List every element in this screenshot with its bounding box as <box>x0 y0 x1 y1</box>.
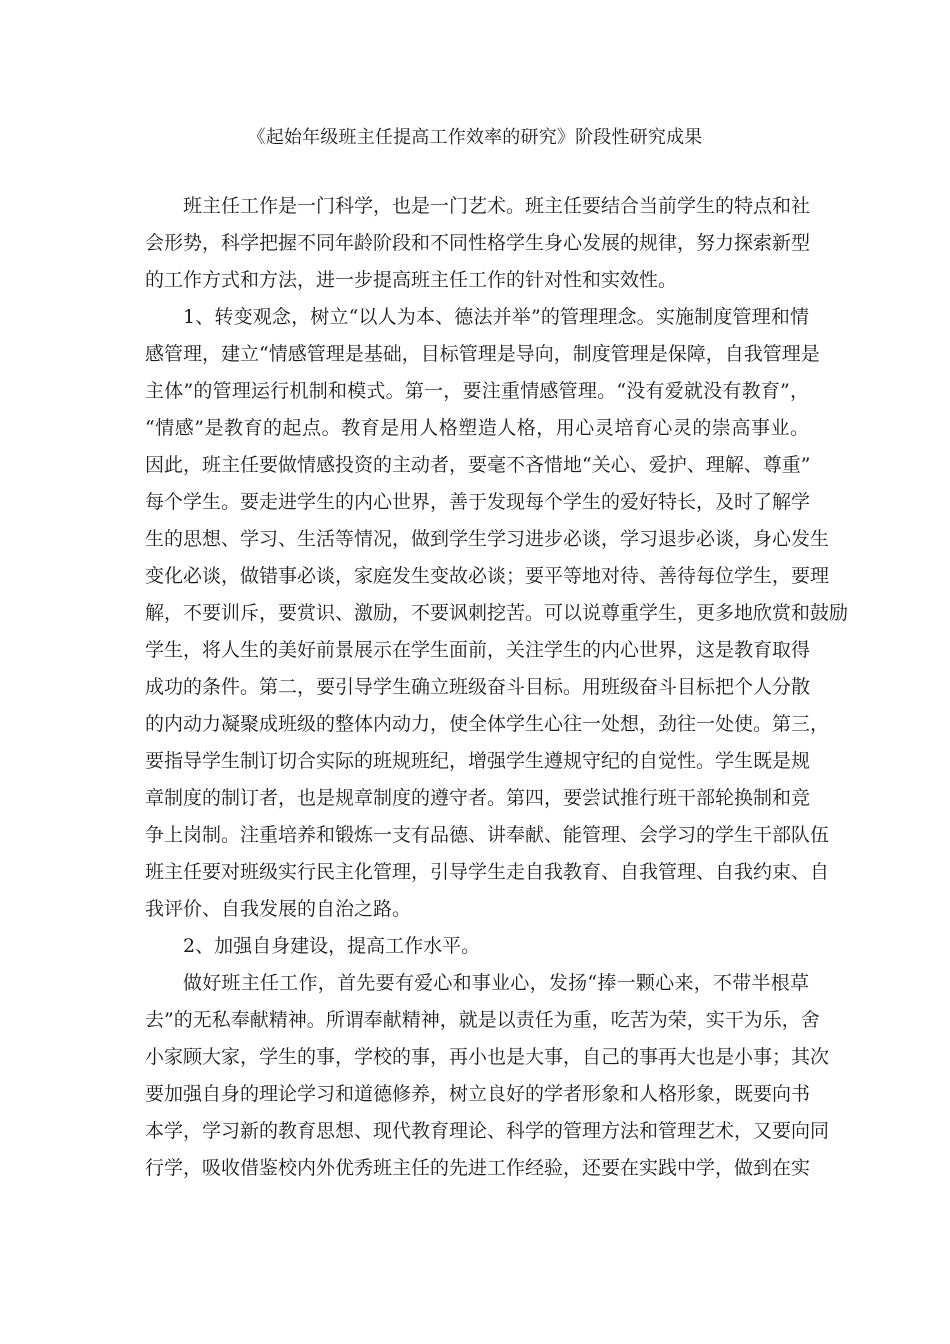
text-line: 成功的条件。第二，要引导学生确立班级奋斗目标。用班级奋斗目标把个人分散 <box>145 676 811 698</box>
text-line: 的内动力凝聚成班级的整体内动力，使全体学生心往一处想，劲往一处使。第三， <box>145 713 830 735</box>
text-line: 去”的无私奉献精神。所谓奉献精神，就是以责任为重，吃苦为荣，实干为乐，舍 <box>145 1009 820 1031</box>
text-line: 的工作方式和方法，进一步提高班主任工作的针对性和实效性。 <box>145 269 678 291</box>
document-title: 《起始年级班主任提高工作效率的研究》阶段性研究成果 <box>247 127 703 148</box>
text-line: 感管理，建立“情感管理是基础，目标管理是导向，制度管理是保障，自我管理是 <box>145 343 820 365</box>
text-line: 解，不要训斥，要赏识、激励，不要讽刺挖苦。可以说尊重学生，更多地欣赏和鼓励 <box>145 602 849 624</box>
text-line: 2、加强自身建设，提高工作水平。 <box>183 935 481 957</box>
text-line: 变化必谈，做错事必谈，家庭发生变故必谈；要平等地对待、善待每位学生，要理 <box>145 565 830 587</box>
paragraph-point-2-heading <box>145 928 809 965</box>
paragraph-point-2-body <box>145 965 830 1187</box>
text-line: 争上岗制。注重培养和锻炼一支有品德、讲奉献、能管理、会学习的学生干部队伍 <box>145 824 830 846</box>
document-body <box>145 188 849 1187</box>
text-line: 1、转变观念，树立“以人为本、德法并举”的管理理念。实施制度管理和情 <box>183 306 809 328</box>
paragraph-point-1 <box>145 299 849 928</box>
text-line: 班主任工作是一门科学，也是一门艺术。班主任要结合当前学生的特点和社 <box>183 195 811 217</box>
text-line: 章制度的制订者，也是规章制度的遵守者。第四，要尝试推行班干部轮换制和竞 <box>145 787 811 809</box>
text-line: 要加强自身的理论学习和道德修养，树立良好的学者形象和人格形象，既要向书 <box>145 1083 811 1105</box>
text-line: 生的思想、学习、生活等情况，做到学生学习进步必谈，学习退步必谈，身心发生 <box>145 528 830 550</box>
text-line: 小家顾大家，学生的事，学校的事，再小也是大事，自己的事再大也是小事；其次 <box>145 1046 830 1068</box>
text-line: 要指导学生制订切合实际的班规班纪，增强学生遵规守纪的自觉性。学生既是规 <box>145 750 811 772</box>
text-line: 行学，吸收借鉴校内外优秀班主任的先进工作经验，还要在实践中学，做到在实 <box>145 1157 811 1179</box>
text-line: 主体”的管理运行机制和模式。第一，要注重情感管理。“没有爱就没有教育”， <box>145 380 809 402</box>
text-line: 会形势，科学把握不同年龄阶段和不同性格学生身心发展的规律，努力探索新型 <box>145 232 811 254</box>
text-line: “情感”是教育的起点。教育是用人格塑造人格，用心灵培育心灵的崇高事业。 <box>145 417 809 439</box>
text-line: 做好班主任工作，首先要有爱心和事业心，发扬“捧一颗心来，不带半根草 <box>183 972 809 994</box>
text-line: 学生，将人生的美好前景展示在学生面前，关注学生的内心世界，这是教育取得 <box>145 639 811 661</box>
text-line: 每个学生。要走进学生的内心世界，善于发现每个学生的爱好特长，及时了解学 <box>145 491 811 513</box>
paragraph-intro <box>145 188 809 299</box>
text-line: 我评价、自我发展的自治之路。 <box>145 898 412 920</box>
text-line: 班主任要对班级实行民主化管理，引导学生走自我教育、自我管理、自我约束、自 <box>145 861 830 883</box>
text-line: 因此，班主任要做情感投资的主动者，要毫不吝惜地“关心、爱护、理解、尊重” <box>145 454 811 476</box>
text-line: 本学，学习新的教育思想、现代教育理论、科学的管理方法和管理艺术，又要向同 <box>145 1120 830 1142</box>
